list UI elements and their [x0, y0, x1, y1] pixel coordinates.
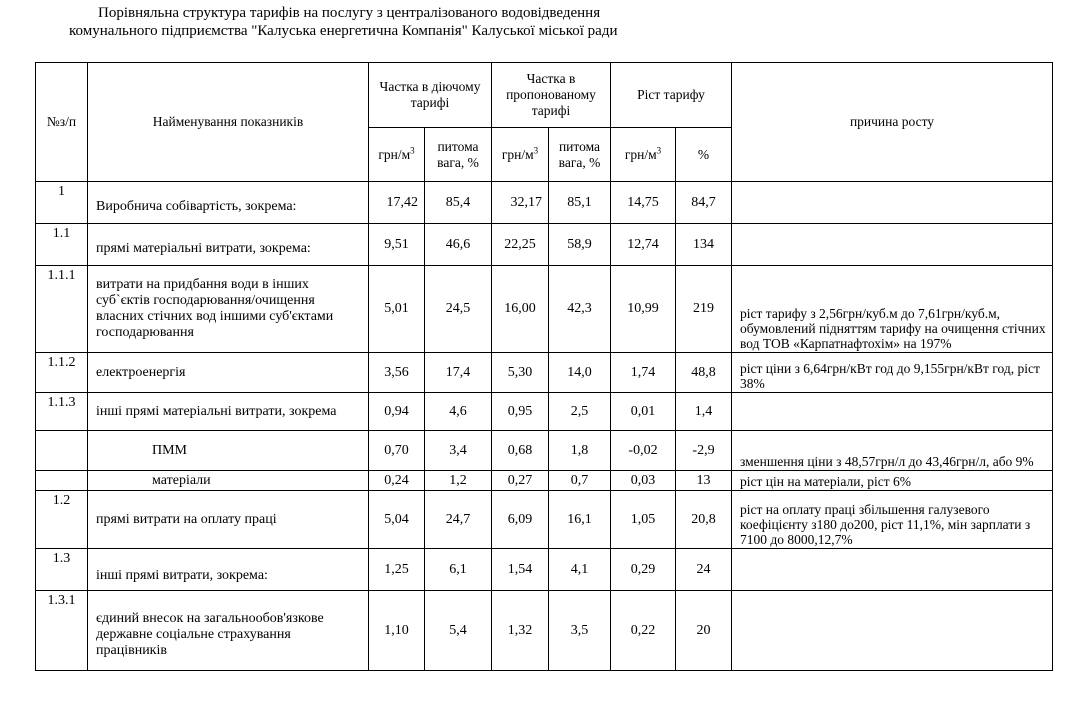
row-num [36, 471, 88, 491]
proposed-value: 0,68 [492, 431, 549, 471]
growth-value: 1,05 [611, 491, 676, 549]
table-row [36, 591, 1053, 671]
proposed-value: 5,30 [492, 353, 549, 393]
current-share: 4,6 [425, 393, 492, 431]
proposed-share: 3,5 [549, 591, 611, 671]
row-name: інші прямі витрати, зокрема: [88, 549, 369, 591]
growth-percent: 219 [676, 266, 732, 353]
current-value: 0,24 [369, 471, 425, 491]
growth-value: 10,99 [611, 266, 676, 353]
header-name: Найменування показників [88, 63, 369, 182]
growth-value: 0,01 [611, 393, 676, 431]
header-unit-proposed: грн/$м^3$ [492, 128, 549, 182]
growth-percent: 20,8 [676, 491, 732, 549]
header-unit-current: грн/$м^3$ [369, 128, 425, 182]
document-title-line-1: Порівняльна структура тарифів на послугу з централізованого водовідведення [98, 5, 601, 21]
growth-reason [732, 591, 1053, 671]
growth-percent: 48,8 [676, 353, 732, 393]
growth-reason [732, 393, 1053, 431]
proposed-share: 14,0 [549, 353, 611, 393]
document-title-line-2: комунального підприємства "Калуська енергетична Компанія" Калуської міської ради [69, 23, 618, 39]
row-num: 1.3 [36, 549, 88, 591]
proposed-value: 22,25 [492, 224, 549, 266]
row-num: 1 [36, 182, 88, 224]
proposed-value: 16,00 [492, 266, 549, 353]
current-value: 0,70 [369, 431, 425, 471]
row-name: ПММ [88, 431, 369, 471]
current-value: 3,56 [369, 353, 425, 393]
header-percent-growth: % [676, 128, 732, 182]
current-value: 0,94 [369, 393, 425, 431]
header-num: №з/п [36, 63, 88, 182]
growth-percent: 20 [676, 591, 732, 671]
proposed-value: 1,32 [492, 591, 549, 671]
current-share: 46,6 [425, 224, 492, 266]
row-num [36, 431, 88, 471]
proposed-value: 6,09 [492, 491, 549, 549]
table-row [36, 431, 1053, 471]
tariff-structure-table [35, 62, 1053, 671]
table-row [36, 353, 1053, 393]
table-row [36, 182, 1053, 224]
row-num: 1.2 [36, 491, 88, 549]
growth-reason: ріст на оплату праці збільшення галузевого коефіцієнту з180 до200, ріст 11,1%, мін зарплати з 7100 до 8000,12,7% [732, 491, 1053, 549]
current-value: 5,04 [369, 491, 425, 549]
proposed-share: 58,9 [549, 224, 611, 266]
proposed-share: 85,1 [549, 182, 611, 224]
row-name: єдиний внесок на загальнообов'язкове державне соціальне страхування працівників [88, 591, 369, 671]
table-row [36, 393, 1053, 431]
growth-value: 0,03 [611, 471, 676, 491]
row-num: 1.1.2 [36, 353, 88, 393]
growth-reason: ріст тарифу з 2,56грн/куб.м до 7,61грн/куб.м, обумовлений підняттям тарифу на очищення стічних вод ТОВ «Карпатнафтохім» на 197% [732, 266, 1053, 353]
growth-reason [732, 182, 1053, 224]
proposed-share: 2,5 [549, 393, 611, 431]
current-share: 3,4 [425, 431, 492, 471]
current-value: 9,51 [369, 224, 425, 266]
header-proposed-tariff: Частка в пропонованому тарифі [492, 63, 611, 128]
header-share-current: питома вага, % [425, 128, 492, 182]
growth-percent: -2,9 [676, 431, 732, 471]
growth-value: 12,74 [611, 224, 676, 266]
growth-reason: ріст ціни з 6,64грн/кВт год до 9,155грн/кВт год, ріст 38% [732, 353, 1053, 393]
growth-percent: 13 [676, 471, 732, 491]
row-name: матеріали [88, 471, 369, 491]
table-row [36, 224, 1053, 266]
row-name: витрати на придбання води в інших суб`єктів господарювання/очищення власних стічних вод іншими суб'єктами господарювання [88, 266, 369, 353]
current-share: 85,4 [425, 182, 492, 224]
header-unit-growth: грн/$м^3$ [611, 128, 676, 182]
row-name: прямі матеріальні витрати, зокрема: [88, 224, 369, 266]
proposed-value: 0,95 [492, 393, 549, 431]
growth-percent: 1,4 [676, 393, 732, 431]
current-share: 17,4 [425, 353, 492, 393]
proposed-share: 16,1 [549, 491, 611, 549]
growth-value: 0,22 [611, 591, 676, 671]
proposed-share: 4,1 [549, 549, 611, 591]
growth-value: 14,75 [611, 182, 676, 224]
current-share: 5,4 [425, 591, 492, 671]
growth-reason [732, 224, 1053, 266]
row-name: прямі витрати на оплату праці [88, 491, 369, 549]
growth-value: 1,74 [611, 353, 676, 393]
table-row [36, 266, 1053, 353]
proposed-value: 0,27 [492, 471, 549, 491]
row-name: Виробнича собівартість, зокрема: [88, 182, 369, 224]
proposed-value: 1,54 [492, 549, 549, 591]
row-num: 1.3.1 [36, 591, 88, 671]
proposed-share: 1,8 [549, 431, 611, 471]
row-name: електроенергія [88, 353, 369, 393]
row-num: 1.1 [36, 224, 88, 266]
table-row [36, 491, 1053, 549]
row-num: 1.1.3 [36, 393, 88, 431]
header-current-tariff: Частка в діючому тарифі [369, 63, 492, 128]
current-share: 24,7 [425, 491, 492, 549]
growth-reason: зменшення ціни з 48,57грн/л до 43,46грн/л, або 9% [732, 431, 1053, 471]
proposed-share: 42,3 [549, 266, 611, 353]
current-value: 1,25 [369, 549, 425, 591]
current-share: 1,2 [425, 471, 492, 491]
growth-value: -0,02 [611, 431, 676, 471]
row-num: 1.1.1 [36, 266, 88, 353]
table-row [36, 549, 1053, 591]
proposed-value: 32,17 [492, 182, 549, 224]
growth-reason [732, 549, 1053, 591]
header-row-1 [36, 63, 1053, 128]
header-reason: причина росту [732, 63, 1053, 182]
growth-percent: 134 [676, 224, 732, 266]
table-row [36, 471, 1053, 491]
growth-value: 0,29 [611, 549, 676, 591]
current-value: 5,01 [369, 266, 425, 353]
header-share-proposed: питома вага, % [549, 128, 611, 182]
current-share: 24,5 [425, 266, 492, 353]
growth-reason: ріст цін на матеріали, ріст 6% [732, 471, 1053, 491]
current-share: 6,1 [425, 549, 492, 591]
growth-percent: 84,7 [676, 182, 732, 224]
growth-percent: 24 [676, 549, 732, 591]
header-tariff-growth: Ріст тарифу [611, 63, 732, 128]
proposed-share: 0,7 [549, 471, 611, 491]
current-value: 1,10 [369, 591, 425, 671]
row-name: інші прямі матеріальні витрати, зокрема [88, 393, 369, 431]
current-value: 17,42 [369, 182, 425, 224]
